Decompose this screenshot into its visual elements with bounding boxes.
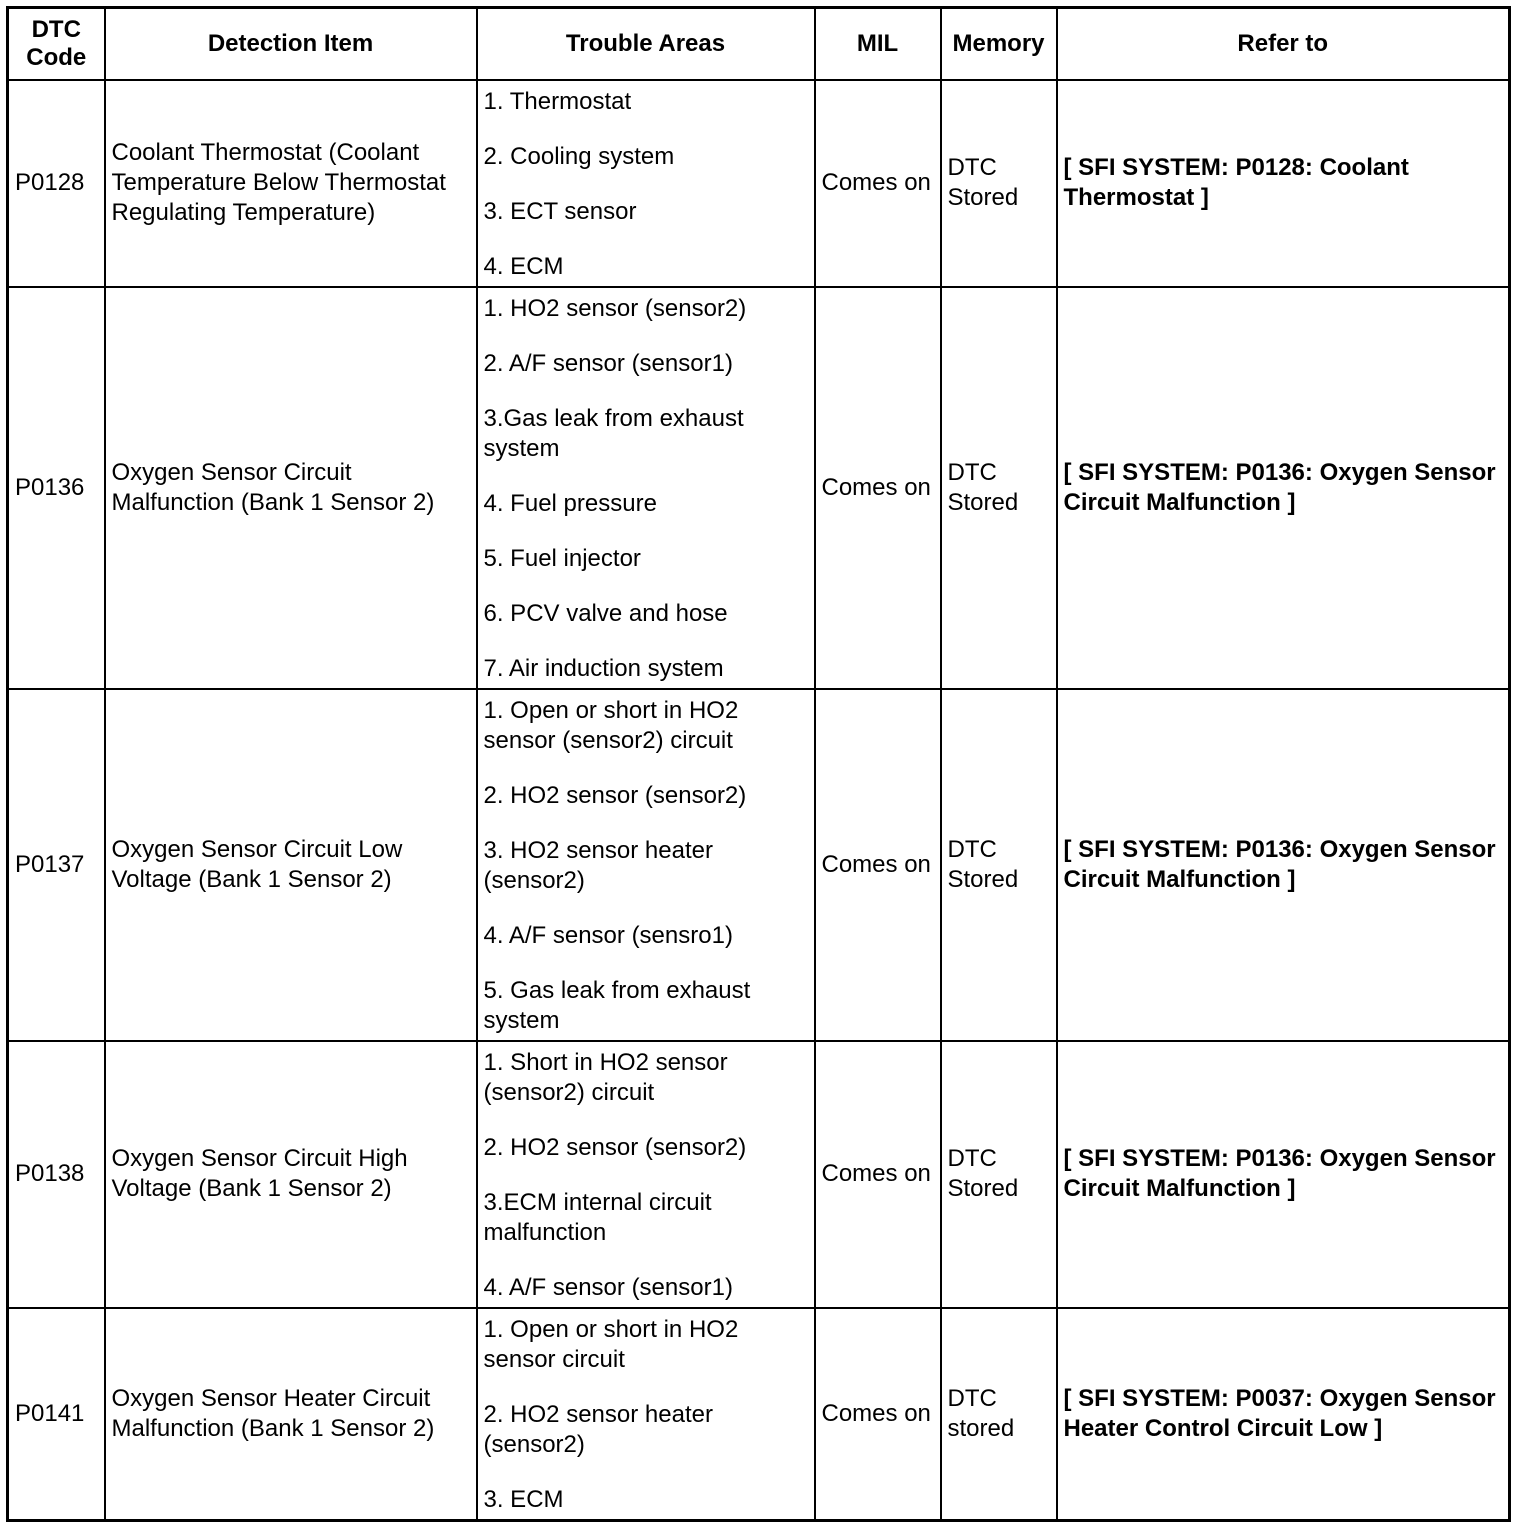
trouble-area-item: 5. Gas leak from exhaust system [483, 976, 751, 1034]
table-row [8, 1041, 1510, 1308]
table-row [8, 287, 1510, 689]
trouble-area-item: 3. ECM [483, 1485, 564, 1513]
trouble-area-item: 2. HO2 sensor heater (sensor2) [483, 1400, 713, 1458]
memory-cell: DTC Stored [941, 689, 1057, 1041]
refer-to-cell: [ SFI SYSTEM: P0128: Coolant Thermostat ] [1057, 80, 1510, 287]
header-detection-item: Detection Item [105, 8, 477, 80]
header-dtc-code-line2: Code [26, 43, 87, 71]
memory-cell: DTC Stored [941, 80, 1057, 287]
trouble-area-item: 3. ECT sensor [483, 197, 637, 225]
detection-item-cell: Oxygen Sensor Circuit Malfunction (Bank 1 Sensor 2) [105, 287, 477, 689]
trouble-area-item: 2. HO2 sensor (sensor2) [483, 1133, 747, 1161]
header-dtc-code [8, 8, 105, 80]
trouble-area-item: 4. A/F sensor (sensro1) [483, 921, 733, 949]
mil-cell: Comes on [815, 689, 941, 1041]
trouble-area-item: 7. Air induction system [483, 654, 724, 682]
dtc-table [6, 6, 1511, 1522]
trouble-areas-cell [477, 1308, 815, 1521]
table-row [8, 689, 1510, 1041]
detection-item-cell: Coolant Thermostat (Coolant Temperature Below Thermostat Regulating Temperature) [105, 80, 477, 287]
refer-to-cell: [ SFI SYSTEM: P0136: Oxygen Sensor Circuit Malfunction ] [1057, 287, 1510, 689]
header-dtc-code-line1: DTC [31, 15, 81, 43]
trouble-area-item: 1. HO2 sensor (sensor2) [483, 294, 747, 322]
trouble-area-item: 4. Fuel pressure [483, 489, 657, 517]
memory-cell: DTC Stored [941, 287, 1057, 689]
trouble-area-item: 2. A/F sensor (sensor1) [483, 349, 733, 377]
dtc-code-cell: P0137 [8, 689, 105, 1041]
trouble-areas-cell [477, 287, 815, 689]
refer-to-cell: [ SFI SYSTEM: P0136: Oxygen Sensor Circuit Malfunction ] [1057, 1041, 1510, 1308]
trouble-area-item: 5. Fuel injector [483, 544, 641, 572]
detection-item-cell: Oxygen Sensor Circuit High Voltage (Bank 1 Sensor 2) [105, 1041, 477, 1308]
trouble-area-item: 1. Open or short in HO2 sensor circuit [483, 1315, 739, 1373]
detection-item-cell: Oxygen Sensor Heater Circuit Malfunction (Bank 1 Sensor 2) [105, 1308, 477, 1521]
trouble-area-item: 3.Gas leak from exhaust system [483, 404, 744, 462]
header-memory: Memory [941, 8, 1057, 80]
table-row [8, 80, 1510, 287]
trouble-areas-cell [477, 689, 815, 1041]
header-mil: MIL [815, 8, 941, 80]
table-row [8, 1308, 1510, 1521]
trouble-area-item: 6. PCV valve and hose [483, 599, 728, 627]
header-refer-to: Refer to [1057, 8, 1510, 80]
detection-item-cell: Oxygen Sensor Circuit Low Voltage (Bank 1 Sensor 2) [105, 689, 477, 1041]
header-row [8, 8, 1510, 80]
trouble-area-item: 2. Cooling system [483, 142, 675, 170]
trouble-area-item: 3.ECM internal circuit malfunction [483, 1188, 712, 1246]
mil-cell: Comes on [815, 1308, 941, 1521]
mil-cell: Comes on [815, 80, 941, 287]
dtc-code-cell: P0136 [8, 287, 105, 689]
trouble-area-item: 2. HO2 sensor (sensor2) [483, 781, 747, 809]
trouble-areas-cell [477, 1041, 815, 1308]
trouble-area-item: 3. HO2 sensor heater (sensor2) [483, 836, 713, 894]
dtc-code-cell: P0128 [8, 80, 105, 287]
refer-to-cell: [ SFI SYSTEM: P0037: Oxygen Sensor Heater Control Circuit Low ] [1057, 1308, 1510, 1521]
dtc-code-cell: P0138 [8, 1041, 105, 1308]
memory-cell: DTC Stored [941, 1041, 1057, 1308]
memory-cell: DTC stored [941, 1308, 1057, 1521]
trouble-area-item: 1. Thermostat [483, 87, 632, 115]
dtc-code-cell: P0141 [8, 1308, 105, 1521]
refer-to-cell: [ SFI SYSTEM: P0136: Oxygen Sensor Circuit Malfunction ] [1057, 689, 1510, 1041]
mil-cell: Comes on [815, 1041, 941, 1308]
trouble-area-item: 4. A/F sensor (sensor1) [483, 1273, 733, 1301]
trouble-area-item: 1. Short in HO2 sensor (sensor2) circuit [483, 1048, 728, 1106]
header-trouble-areas: Trouble Areas [477, 8, 815, 80]
mil-cell: Comes on [815, 287, 941, 689]
trouble-area-item: 4. ECM [483, 252, 564, 280]
trouble-area-item: 1. Open or short in HO2 sensor (sensor2) circuit [483, 696, 739, 754]
trouble-areas-cell [477, 80, 815, 287]
